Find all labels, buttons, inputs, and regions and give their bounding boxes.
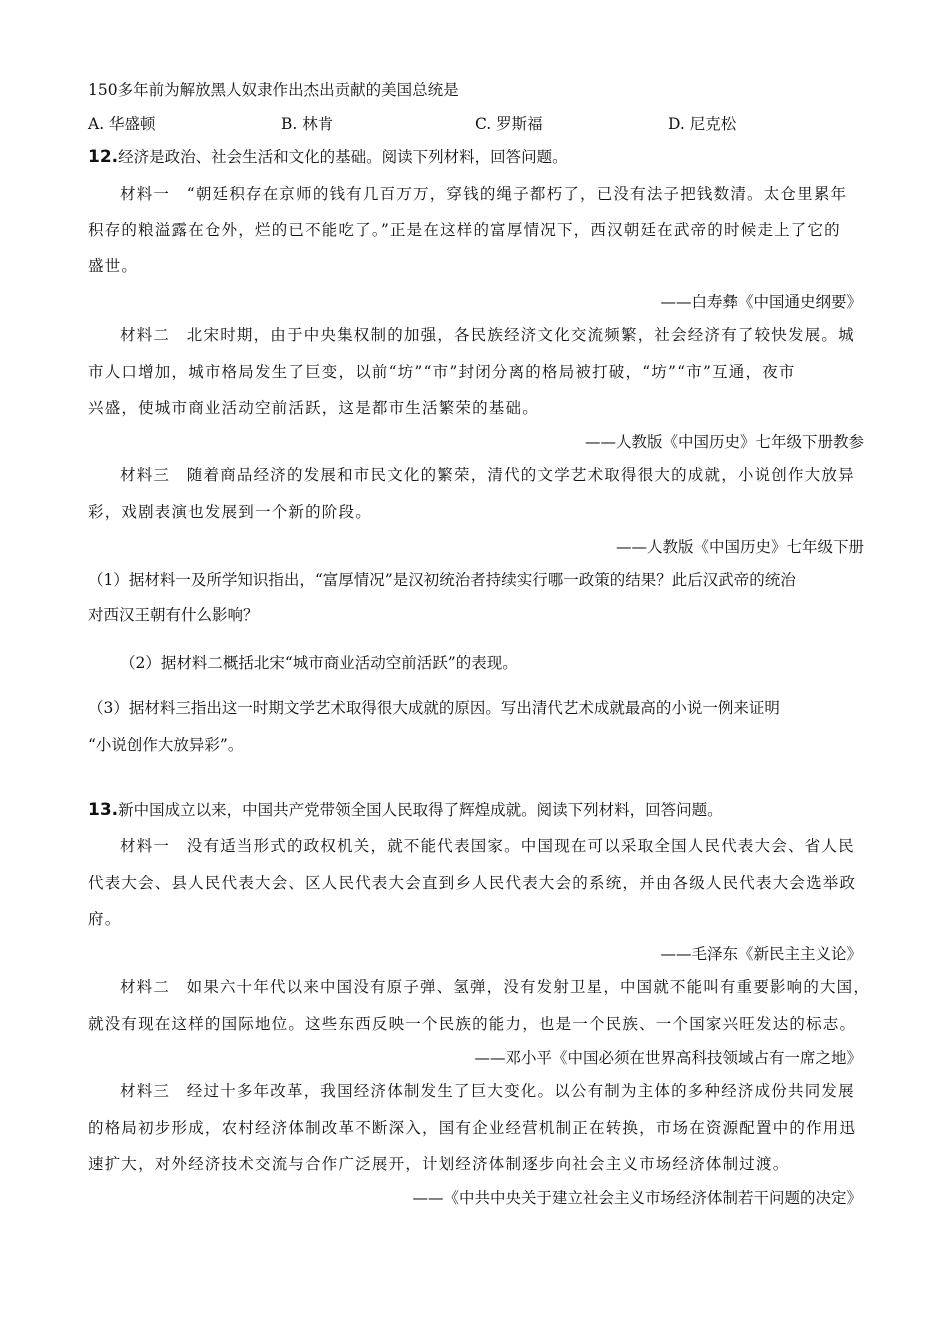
q11-question-tail: 150多年前为解放黑人奴隶作出杰出贡献的美国总统是 <box>88 81 459 99</box>
q12-material2-source: ——人教版《中国历史》七年级下册教参 <box>584 433 864 451</box>
q12-sub3-line1: （3）据材料三指出这一时期文学艺术取得很大成就的原因。写出清代艺术成就最高的小说一例来证明 <box>88 699 780 717</box>
q12-number: 12. <box>88 147 119 167</box>
q12-material1-line1: 材料一 “朝廷积存在京师的钱有几百万万，穿钱的绳子都朽了，已没有法子把钱数清。太仓里累年 <box>120 185 848 203</box>
q13-stem <box>88 800 723 820</box>
q12-material1-line3: 盛世。 <box>88 257 139 275</box>
q12-material3-line2: 彩，戏剧表演也发展到一个新的阶段。 <box>88 503 372 521</box>
q13-material1-line3: 府。 <box>88 910 122 928</box>
q12-material2-line1: 材料二 北宋时期，由于中央集权制的加强，各民族经济文化交流频繁，社会经济有了较快发展。城 <box>120 326 855 344</box>
q13-material1-line2: 代表大会、县人民代表大会、区人民代表大会直到乡人民代表大会的系统，并由各级人民代表大会选举政 <box>88 874 857 892</box>
q13-material1-source: ——毛泽东《新民主主义论》 <box>660 945 862 963</box>
q13-stem-text: 新中国成立以来，中国共产党带领全国人民取得了辉煌成就。阅读下列材料，回答问题。 <box>118 801 723 819</box>
q13-material3-line2: 的格局初步形成，农村经济体制改革不断深入，国有企业经营机制正在转换，市场在资源配置中的作用迅 <box>88 1119 857 1137</box>
q12-material3-source: ——人教版《中国历史》七年级下册 <box>615 538 864 556</box>
q12-material2-line2: 市人口增加，城市格局发生了巨变，以前“坊”“市”封闭分离的格局被打破，“坊”“市”互通，夜市 <box>88 363 796 381</box>
q13-material3-source: ——《中共中央关于建立社会主义市场经济体制若干问题的决定》 <box>412 1189 862 1207</box>
q12-material2-line3: 兴盛，使城市商业活动空前活跃，这是都市生活繁荣的基础。 <box>88 399 539 417</box>
q13-material3-line1: 材料三 经过十多年改革，我国经济体制发生了巨大变化。以公有制为主体的多种经济成份共同发展 <box>120 1082 855 1100</box>
q13-material2-source: ——邓小平《中国必须在世界高科技领域占有一席之地》 <box>474 1049 862 1067</box>
q12-sub1-line1: （1）据材料一及所学知识指出，“富厚情况”是汉初统治者持续实行哪一政策的结果？此后汉武帝的统治 <box>88 571 796 589</box>
q12-sub3-line2: “小说创作大放异彩”。 <box>88 736 244 754</box>
q13-material2-line2: 就没有现在这样的国际地位。这些东西反映一个民族的能力，也是一个民族、一个国家兴旺发达的标志。 <box>88 1015 857 1033</box>
q12-stem-text: 经济是政治、社会生活和文化的基础。阅读下列材料，回答问题。 <box>118 148 568 166</box>
q12-stem <box>88 147 568 167</box>
q12-material1-line2: 积存的粮溢露在仓外，烂的已不能吃了。”正是在这样的富厚情况下，西汉朝廷在武帝的时候走上了它的 <box>88 221 841 239</box>
q12-material3-line1: 材料三 随着商品经济的发展和市民文化的繁荣，清代的文学艺术取得很大的成就，小说创作大放异 <box>120 466 855 484</box>
q12-sub1-line2: 对西汉王朝有什么影响？ <box>88 606 259 624</box>
q11-option-d: D. 尼克松 <box>668 115 737 133</box>
q11-option-b: B. 林肯 <box>281 115 334 133</box>
q12-sub2: （2）据材料二概括北宋“城市商业活动空前活跃”的表现。 <box>120 654 518 672</box>
q13-material2-line1: 材料二 如果六十年代以来中国没有原子弹、氢弹，没有发射卫星，中国就不能叫有重要影响的大国， <box>120 978 870 996</box>
q13-material1-line1: 材料一 没有适当形式的政权机关，就不能代表国家。中国现在可以采取全国人民代表大会、省人民 <box>120 837 855 855</box>
q11-option-a: A. 华盛顿 <box>88 115 156 133</box>
q11-option-c: C. 罗斯福 <box>475 115 543 133</box>
q12-material1-source: ——白寿彝《中国通史纲要》 <box>660 293 862 311</box>
q13-material3-line3: 速扩大，对外经济技术交流与合作广泛展开，计划经济体制逐步向社会主义市场经济体制过渡。 <box>88 1155 790 1173</box>
q13-number: 13. <box>88 800 119 820</box>
